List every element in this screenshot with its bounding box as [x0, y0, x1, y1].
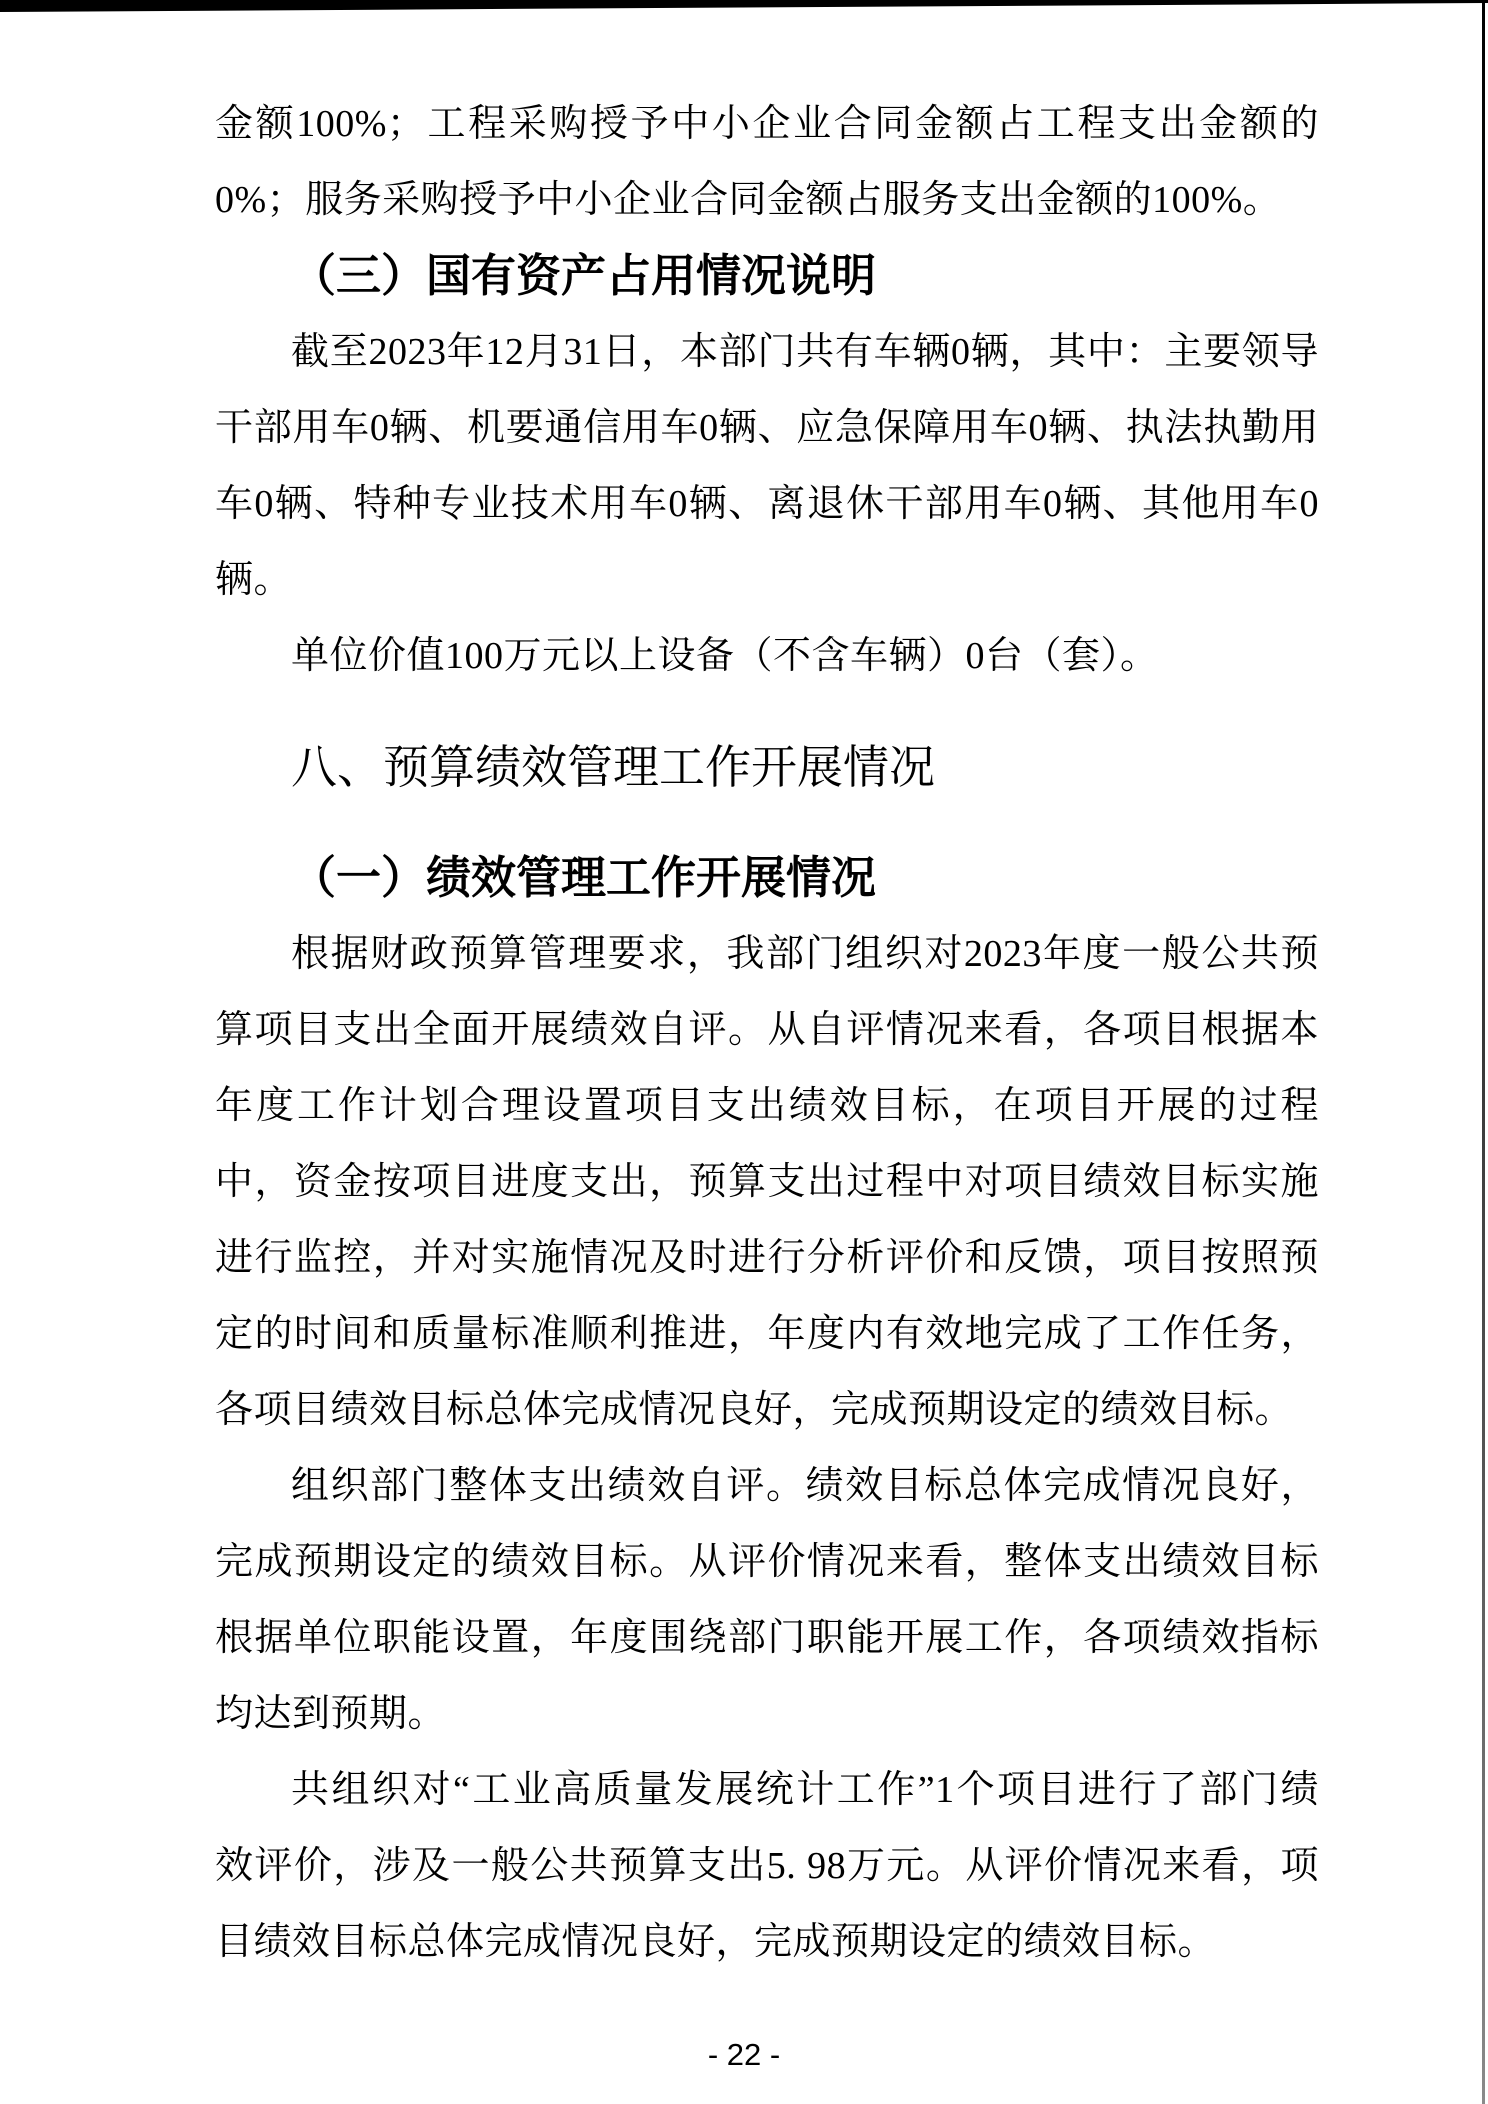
body-line: 中，资金按项目进度支出，预算支出过程中对项目绩效目标实施	[215, 1161, 1319, 1203]
body-line: 金额100%；工程采购授予中小企业合同金额占工程支出金额的	[215, 103, 1319, 145]
paragraph	[215, 618, 1319, 694]
body-line: 组织部门整体支出绩效自评。绩效目标总体完成情况良好，	[291, 1465, 1319, 1507]
page-content	[215, 86, 1319, 1980]
body-line: 单位价值100万元以上设备（不含车辆）0台（套）。	[291, 635, 1159, 677]
body-line: 根据财政预算管理要求，我部门组织对2023年度一般公共预	[291, 933, 1319, 975]
body-line: 完成预期设定的绩效目标。从评价情况来看，整体支出绩效目标	[215, 1541, 1319, 1583]
chapter-heading-performance-management: 八、预算绩效管理工作开展情况	[291, 742, 935, 793]
body-line: 车0辆、特种专业技术用车0辆、离退休干部用车0辆、其他用车0	[215, 483, 1319, 525]
body-line: 年度工作计划合理设置项目支出绩效目标，在项目开展的过程	[215, 1085, 1319, 1127]
body-line: 算项目支出全面开展绩效自评。从自评情况来看，各项目根据本	[215, 1009, 1319, 1051]
body-line: 0%；服务采购授予中小企业合同金额占服务支出金额的100%。	[215, 179, 1282, 221]
body-line: 效评价，涉及一般公共预算支出5. 98万元。从评价情况来看，项	[215, 1845, 1319, 1887]
body-line: 截至2023年12月31日，本部门共有车辆0辆，其中：主要领导	[291, 331, 1319, 373]
paragraph	[215, 1752, 1319, 1980]
body-line: 定的时间和质量标准顺利推进，年度内有效地完成了工作任务，	[215, 1313, 1319, 1355]
body-line: 辆。	[215, 559, 293, 601]
scan-right-edge-artifact	[1482, 0, 1485, 2104]
body-line: 均达到预期。	[215, 1693, 447, 1735]
section-heading-state-assets: （三）国有资产占用情况说明	[291, 250, 877, 301]
body-line: 共组织对“工业高质量发展统计工作”1个项目进行了部门绩	[291, 1769, 1319, 1811]
body-line: 进行监控，并对实施情况及时进行分析评价和反馈，项目按照预	[215, 1237, 1319, 1279]
page-number: - 22 -	[707, 2037, 781, 2072]
body-line: 根据单位职能设置，年度围绕部门职能开展工作，各项绩效指标	[215, 1617, 1319, 1659]
scan-top-edge-artifact	[0, 0, 1488, 12]
body-line: 各项目绩效目标总体完成情况良好，完成预期设定的绩效目标。	[215, 1389, 1294, 1431]
paragraph	[215, 86, 1319, 238]
paragraph	[215, 916, 1319, 1448]
paragraph	[215, 1448, 1319, 1752]
paragraph	[215, 314, 1319, 618]
body-line: 干部用车0辆、机要通信用车0辆、应急保障用车0辆、执法执勤用	[215, 407, 1319, 449]
section-heading-performance-work: （一）绩效管理工作开展情况	[291, 852, 877, 903]
body-line: 目绩效目标总体完成情况良好，完成预期设定的绩效目标。	[215, 1921, 1217, 1963]
